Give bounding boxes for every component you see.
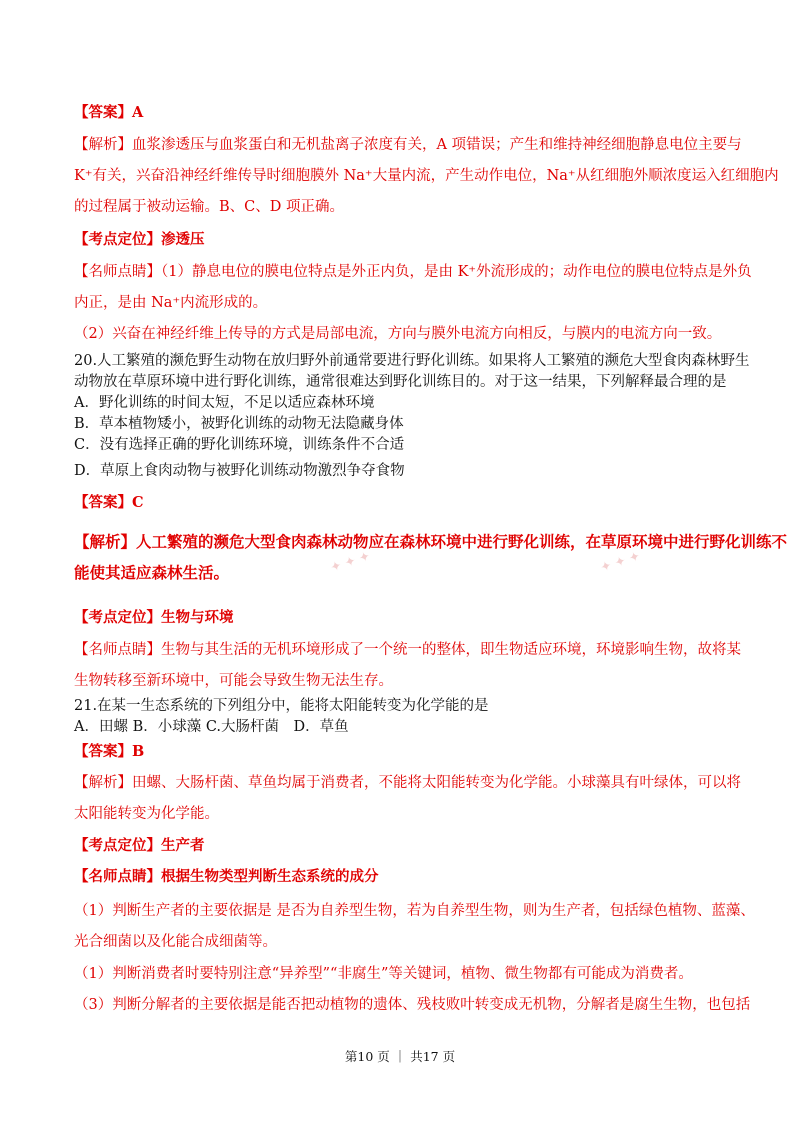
analysis-q21-line2: 太阳能转变为化学能。 xyxy=(74,806,219,822)
q20-stem-line1: 20.人工繁殖的濒危野生动物在放归野外前通常要进行野化训练。如果将人工繁殖的濒危大型食肉森林野生 xyxy=(74,353,750,369)
tip-q20-line1: 【名师点睛】生物与其生活的无机环境形成了一个统一的整体，即生物适应环境，环境影响生物，故将某 xyxy=(74,642,741,658)
tip-q21-line4: （3）判断分解者的主要依据是能否把动植物的遗体、残枝败叶转变成无机物，分解者是腐生生物，也包括 xyxy=(74,997,751,1013)
analysis-q20-line2: 能使其适应森林生活。 xyxy=(74,564,230,582)
page-footer: 第10 页 ｜ 共17 页 xyxy=(344,1049,456,1064)
q20-option-d: D．草原上食肉动物与被野化训练动物激烈争夺食物 xyxy=(74,463,405,479)
tip-q21-line3: （1）判断消费者时要特别注意“异养型”“非腐生”等关键词，植物、微生物都有可能成为消费者。 xyxy=(74,966,693,982)
analysis-q19-line1: 【解析】血浆渗透压与血浆蛋白和无机盐离子浓度有关，A 项错误；产生和维持神经细胞静息电位主要与 xyxy=(74,137,742,153)
tip-q19-line2: 内正，是由 Na⁺内流形成的。 xyxy=(74,295,268,311)
analysis-q19-line2: K⁺有关，兴奋沿神经纤维传导时细胞膜外 Na⁺大量内流，产生动作电位，Na⁺从红细胞外顺浓度运入红细胞内 xyxy=(74,168,779,184)
q21-stem: 21.在某一生态系统的下列组分中，能将太阳能转变为化学能的是 xyxy=(74,698,489,714)
analysis-q20-line1: 【解析】人工繁殖的濒危大型食肉森林动物应在森林环境中进行野化训练，在草原环境中进行野化训练不 xyxy=(74,533,788,551)
answer-q21: 【答案】B xyxy=(74,743,145,760)
watermark: ✦ ✦ ✦ xyxy=(598,549,643,576)
locate-q19: 【考点定位】渗透压 xyxy=(74,231,205,248)
tip-q21-line1: （1）判断生产者的主要依据是 是否为自养型生物，若为自养型生物，则为生产者，包括绿色植物、蓝藻、 xyxy=(74,903,755,919)
analysis-q21-line1: 【解析】田螺、大肠杆菌、草鱼均属于消费者，不能将太阳能转变为化学能。小球藻具有叶绿体，可以将 xyxy=(74,775,741,791)
answer-q20: 【答案】C xyxy=(74,494,144,511)
q20-option-b: B．草本植物矮小，被野化训练的动物无法隐藏身体 xyxy=(74,416,404,432)
locate-q20: 【考点定位】生物与环境 xyxy=(74,609,234,626)
watermark: ✦ ✦ ✦ xyxy=(328,549,373,576)
tip-q19-line3: （2）兴奋在神经纤维上传导的方式是局部电流，方向与膜外电流方向相反，与膜内的电流方向一致。 xyxy=(74,326,722,342)
tip-q21-line2: 光合细菌以及化能合成细菌等。 xyxy=(74,934,277,950)
analysis-q19-line3: 的过程属于被动运输。B、C、D 项正确。 xyxy=(74,199,344,215)
tip-q20-line2: 生物转移至新环境中，可能会导致生物无法生存。 xyxy=(74,673,393,689)
q20-option-c: C．没有选择正确的野化训练环境，训练条件不合适 xyxy=(74,437,405,453)
answer-q19: 【答案】A xyxy=(74,104,144,121)
q21-options: A．田螺 B．小球藻 C.大肠杆菌 D．草鱼 xyxy=(74,719,349,735)
tip-q19-line1: 【名师点睛】（1）静息电位的膜电位特点是外正内负，是由 K⁺外流形成的；动作电位的膜电位特点是外负 xyxy=(74,264,752,280)
locate-q21: 【考点定位】生产者 xyxy=(74,837,205,854)
q20-stem-line2: 动物放在草原环境中进行野化训练，通常很难达到野化训练目的。对于这一结果，下列解释最合理的是 xyxy=(74,374,727,390)
tip-q21-head: 【名师点睛】根据生物类型判断生态系统的成分 xyxy=(74,868,379,885)
q20-option-a: A．野化训练的时间太短，不足以适应森林环境 xyxy=(74,395,375,411)
